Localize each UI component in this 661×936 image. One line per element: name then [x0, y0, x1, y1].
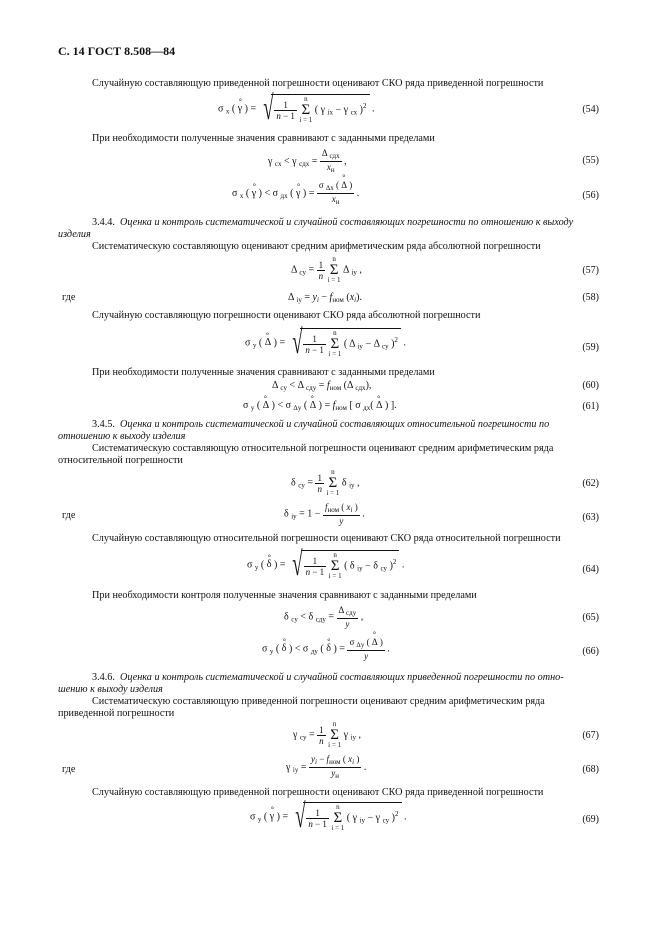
formula-69: σ $_y$ ( ° γ ) = √ $\frac{1}{n - 1}$ n Σ i = 1 ( γ $_{iy}$ − γ $_{cy}$ )$^2$ .	[250, 800, 407, 834]
paragraph-compare-limits-3: При необходимости контроля полученные значения сравнивают с заданными пределами	[92, 590, 477, 601]
paragraph-systematic-reduced: Систематическую составляющую приведенной погрешности оценивают средним арифметическим ряда	[92, 696, 545, 707]
paragraph-random-absolute: Случайную составляющую погрешности оценивают СКО ряда абсолютной погрешности	[92, 310, 481, 321]
equation-number-68: (68)	[582, 764, 599, 775]
section-number: 3.4.5.	[92, 419, 115, 430]
equation-number-64: (64)	[582, 564, 599, 575]
formula-65: δ $_{cy}$ < δ $_{cдy}$ = Δ $_{cдy}$ y ,	[284, 605, 364, 629]
formula-55: γ $_{cx}$ < γ $_{cдx}$ = Δ $_{cдx}$ $x_н$ ,	[268, 148, 347, 174]
formula-63: δ $_{iy}$ = 1 − $f_{ном}$ ( $x_i$ ) y .	[284, 502, 365, 526]
equation-number-58: (58)	[582, 292, 599, 303]
formula-61: σ $_y$ ( ° Δ ) < σ $_{\Delta y}$ ( ° Δ ) = $f_{ном}$ [ σ $_{дx}$( ° Δ ) ].	[243, 400, 397, 414]
formula-60: Δ $_{cy}$ < Δ $_{cдy} = f_{ном}$ (Δ $_{cдx}$),	[272, 380, 372, 392]
equation-number-57: (57)	[582, 265, 599, 276]
section-number: 3.4.6.	[92, 672, 115, 683]
section-3-4-4-heading-cont: изделия	[58, 229, 91, 240]
section-title: Оценка и контроль систематической и случайной составляющих погрешности по отношению к выходу	[120, 217, 574, 228]
equation-number-63: (63)	[582, 512, 599, 523]
paragraph-systematic-relative-cont: относительной погрешности	[58, 455, 183, 466]
formula-67: γ $_{cy}$ = $\frac{1}{n}$ n Σ i = 1 γ $_{iy}$ ,	[293, 720, 361, 749]
section-3-4-5-heading	[92, 419, 549, 431]
equation-number-59: (59)	[582, 342, 599, 353]
section-3-4-6-heading	[92, 672, 564, 684]
formula-58: Δ $_{iy} = y_i - f_{ном}$ $(x_i)$.	[288, 292, 362, 304]
paragraph-systematic-absolute: Систематическую составляющую оценивают средним арифметическим ряда абсолютной погрешности	[92, 241, 541, 252]
equation-number-54: (54)	[582, 104, 599, 115]
section-number: 3.4.4.	[92, 217, 115, 228]
formula-57: Δ $_{cy}$ = $\frac{1}{n}$ n Σ i = 1 Δ $_{iy}$ ,	[291, 255, 362, 284]
equation-number-60: (60)	[582, 380, 599, 391]
label-where: где	[62, 292, 76, 303]
label-where: где	[62, 764, 76, 775]
formula-54: σ $_x$ ( ° γ ) = √ $\frac{1}{n - 1}$ n Σ i = 1 ( γ $_{ix}$ − γ $_{cx}$ )$^2$ .	[218, 92, 375, 126]
paragraph-compare-limits-1: При необходимости полученные значения сравнивают с заданными пределами	[92, 133, 435, 144]
equation-number-67: (67)	[582, 730, 599, 741]
section-3-4-6-heading-cont: шению к выходу изделия	[58, 684, 163, 695]
page-header: С. 14 ГОСТ 8.508—84	[58, 44, 176, 58]
paragraph-random-reduced: Случайную составляющую приведенной погрешности оценивают СКО ряда приведенной погрешности	[92, 78, 544, 89]
equation-number-61: (61)	[582, 401, 599, 412]
paragraph-compare-limits-2: При необходимости полученные значения сравнивают с заданными пределами	[92, 367, 435, 378]
equation-number-56: (56)	[582, 190, 599, 201]
label-where: где	[62, 510, 76, 521]
paragraph-systematic-reduced-cont: приведенной погрешности	[58, 708, 175, 719]
equation-number-62: (62)	[582, 478, 599, 489]
formula-62: δ $_{cy}$ = $\frac{1}{n}$ n Σ i = 1 δ $_{iy}$ ,	[291, 468, 360, 497]
section-3-4-4-heading	[92, 217, 573, 229]
paragraph-random-reduced-2: Случайную составляющую приведенной погрешности оценивают СКО ряда приведенной погрешности	[92, 787, 544, 798]
formula-66: σ $_y$ ( ° δ ) < σ $_{дy}$ ( ° δ ) = $\frac{\sigma _{\Delta y} ( ^\circ \Delta )}{y}$ .	[262, 637, 390, 661]
formula-56: σ $_x$ ( ° γ ) < σ $_{дx}$ ( ° γ ) = σ $_{\Delta x}$ ( ° Δ ) $x_н$ .	[232, 180, 359, 207]
equation-number-65: (65)	[582, 612, 599, 623]
section-title: Оценка и контроль систематической и случайной составляющих относительной погрешности по	[120, 419, 550, 430]
formula-59: σ $_y$ ( ° Δ ) = √ $\frac{1}{n - 1}$ n Σ i = 1 ( Δ $_{iy}$ − Δ $_{cy}$ )$^2$ .	[245, 326, 406, 360]
paragraph-systematic-relative: Систематическую составляющую относительной погрешности оценивают средним арифметическим ряда	[92, 443, 554, 454]
formula-64: σ $_y$ ( ° δ ) = √ $\frac{1}{n - 1}$ n Σ i = 1 ( δ $_{iy}$ − δ $_{cy}$ )$^2$ .	[247, 548, 404, 582]
equation-number-69: (69)	[582, 814, 599, 825]
equation-number-55: (55)	[582, 155, 599, 166]
equation-number-66: (66)	[582, 646, 599, 657]
section-3-4-5-heading-cont: отношению к выходу изделия	[58, 431, 186, 442]
paragraph-random-relative: Случайную составляющую относительной погрешности оценивают СКО ряда относительной погрешности	[92, 533, 561, 544]
section-title: Оценка и контроль систематической и случайной составляющих приведенной погрешности по отно-	[120, 672, 564, 683]
formula-68: γ $_{iy}$ = $y_i - f_{ном}$ ( $x_i$ ) $y_н$ .	[286, 754, 367, 780]
